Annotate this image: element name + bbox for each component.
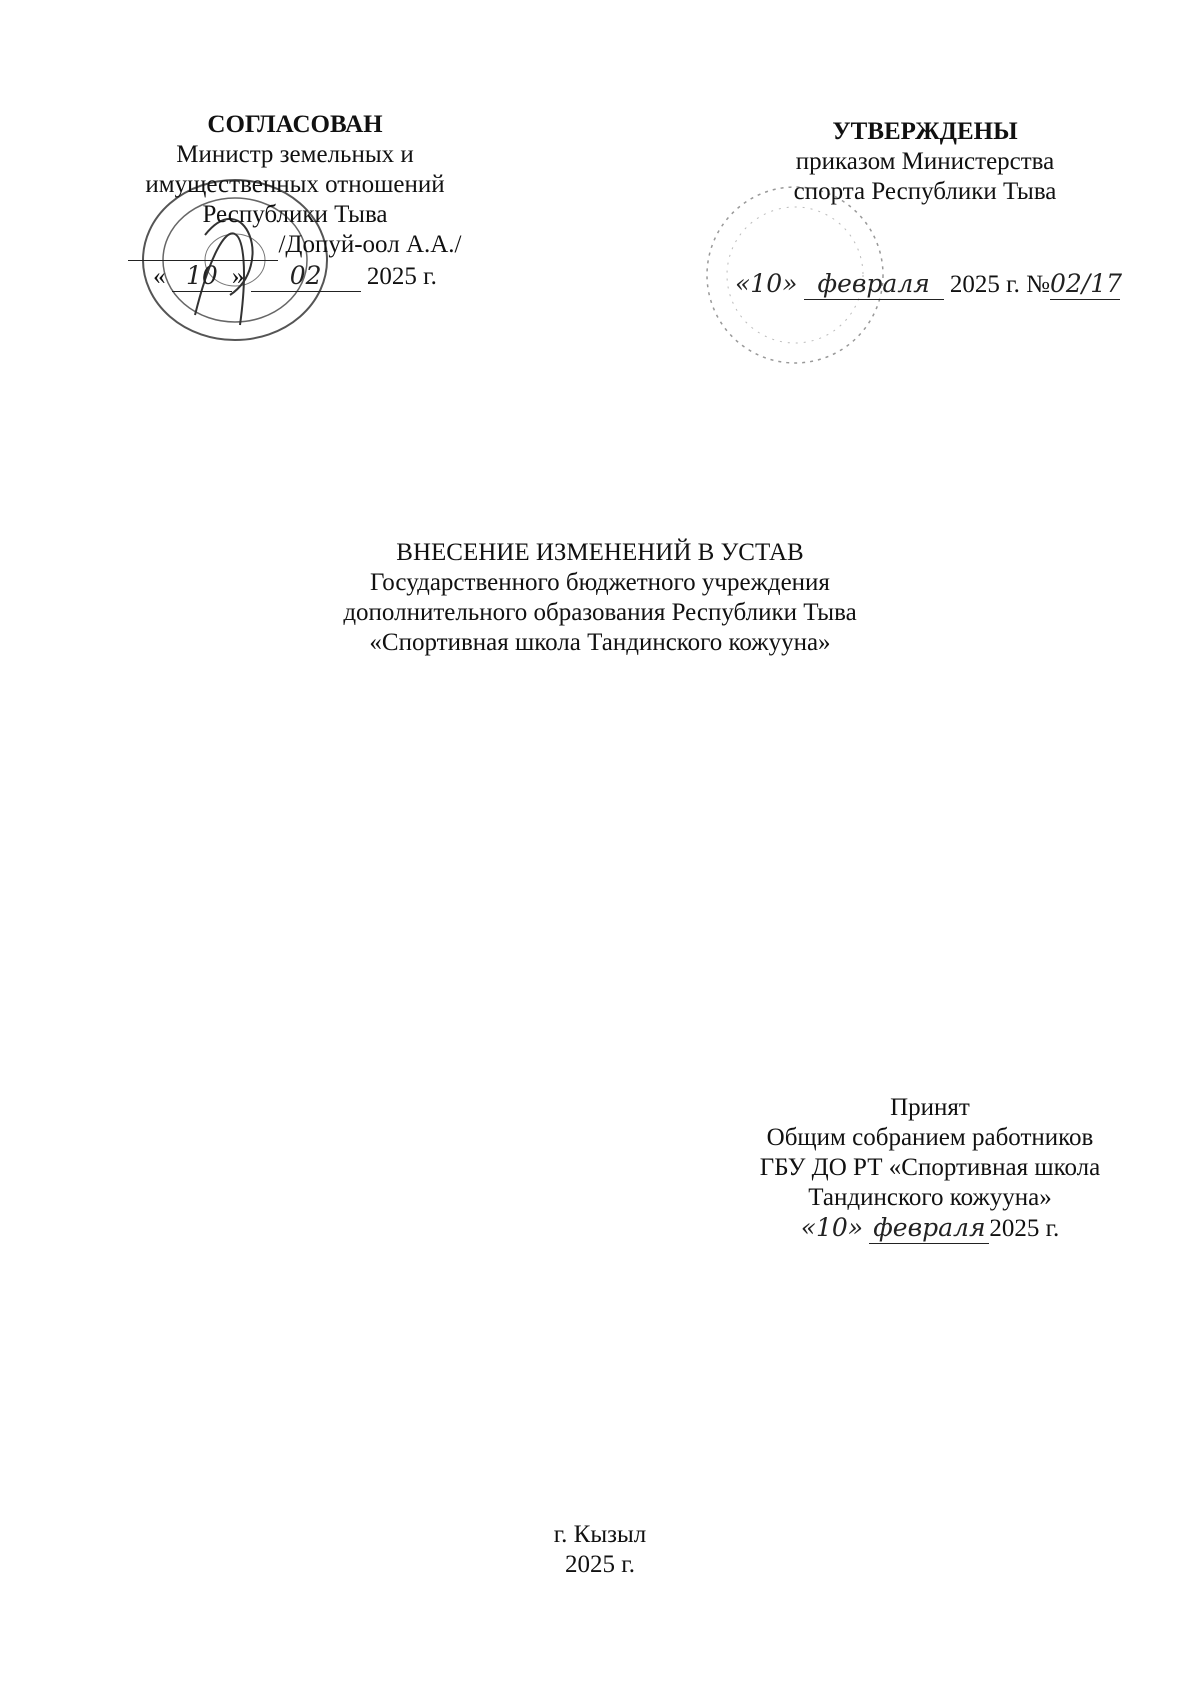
agreed-signatory-name: /Допуй-оол А.А./ [278,231,462,258]
signature-blank [128,230,278,261]
approved-line-1: приказом Министерства [795,148,1055,175]
document-footer [450,1520,750,1580]
agreed-line-3: Республики Тыва [202,201,388,228]
agreed-date-open-quote: « [153,263,166,290]
title-line-3: дополнительного образования Республики Тыва [343,599,857,626]
approved-heading: УТВЕРЖДЕНЫ [832,118,1018,145]
agreed-line-2: имущественных отношений [145,171,445,198]
title-line-1: ВНЕСЕНИЕ ИЗМЕНЕНИЙ В УСТАВ [396,539,804,566]
accepted-line-3: ГБУ ДО РТ «Спортивная школа [759,1154,1101,1181]
footer-year: 2025 г. [565,1551,635,1578]
approved-order-number: 02/17 [1049,269,1122,298]
agreed-date-month: 02 [251,261,361,292]
title-line-4: «Спортивная школа Тандинского кожууна» [369,629,831,656]
approved-block [735,117,1122,300]
accepted-date-day: «10» [800,1213,864,1242]
accepted-line-1: Принят [890,1094,970,1121]
accepted-date-month: февраля [869,1213,989,1244]
approved-date-month: февраля [804,269,944,300]
agreed-date-year: 2025 г. [366,263,437,290]
accepted-date-year: 2025 г. [989,1215,1060,1242]
accepted-block [715,1093,1145,1244]
footer-city: г. Кызыл [553,1521,647,1548]
agreed-date-day: 10 [172,261,232,292]
accepted-line-4: Тандинского кожууна» [808,1184,1052,1211]
approved-date-line [735,269,1122,300]
approved-line-2: спорта Республики Тыва [793,178,1057,205]
accepted-date-line [715,1213,1145,1244]
agreed-line-1: Министр земельных и [176,141,414,168]
agreed-date-line: « 10 » 02 2025 г. [153,261,437,290]
agreed-heading: СОГЛАСОВАН [207,111,383,138]
approved-date-year: 2025 г. № [949,271,1050,298]
accepted-line-2: Общим собранием работников [766,1124,1094,1151]
approved-date-day: «10» [735,269,798,298]
agreed-block [100,110,490,292]
title-line-2: Государственного бюджетного учреждения [370,569,830,596]
agreed-signature-line [100,230,490,261]
document-title [250,538,950,658]
